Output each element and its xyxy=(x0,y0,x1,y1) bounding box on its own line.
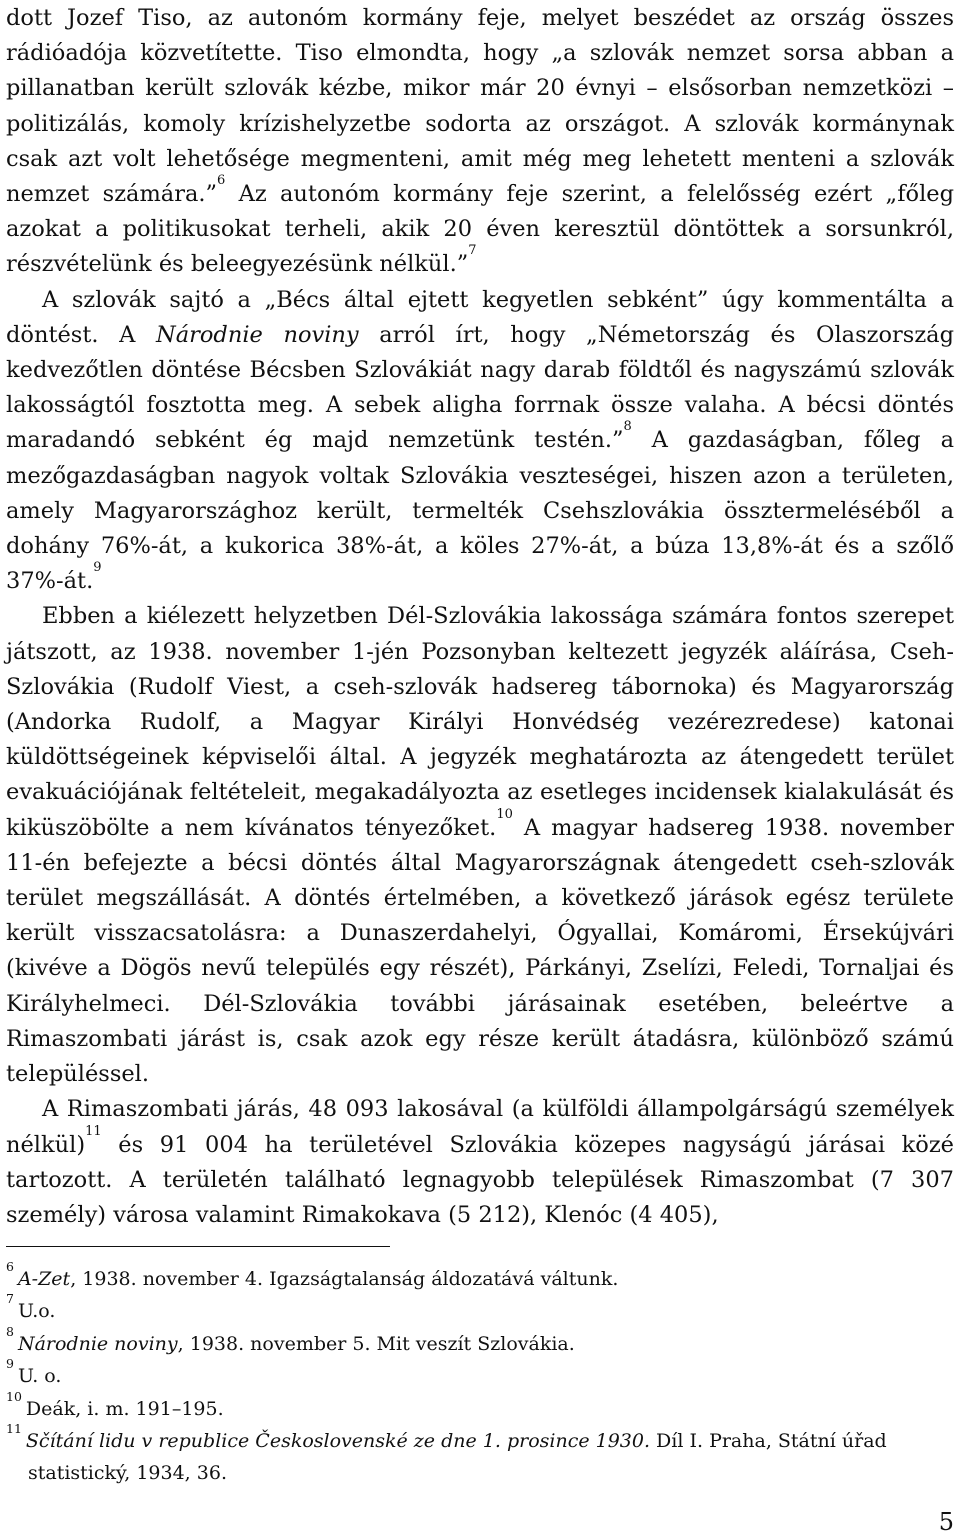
footnote-number: 11 xyxy=(6,1421,22,1437)
text-run: U.o. xyxy=(17,1300,56,1323)
text-run: A szlovák sajtó a „Bécs által ejtett kegyetlen sebként” úgy kommentálta a döntést. A xyxy=(6,286,954,348)
footnote-reference: 10 xyxy=(496,806,513,822)
footnote-reference: 8 xyxy=(623,419,632,435)
text-run: Díl I. Praha, Státní úřad statistický, 1934, 36. xyxy=(28,1430,887,1485)
text-run: A Rimaszombati járás, 48 093 lakosával (a külföldi állampolgárságú személyek nélkül) xyxy=(6,1096,954,1158)
footnote xyxy=(6,1323,954,1360)
text-run: Ebben a kiélezett helyzetben Dél-Szlovákia lakossága számára fontos szerepet játszott, az 1938. november 1-jén Pozsonyban keltezett jegyzék aláírása, Cseh-Szlovákia (Rudolf Viest, a cseh-szlovák hadsereg tábornoka) és Magyarország (Andorka Rudolf, a Magyar Királyi Honvédség vezérezredese) katonai küldöttségeinek képviselői által. A jegyzék meghatározta az átengedett terület evakuációjának feltételeit, megakadályozta az esetleges incidensek kialakulását és kiküszöbölte a nem kívánatos tényezőket. xyxy=(6,603,954,841)
footnotes xyxy=(6,1259,954,1490)
footnote-reference: 7 xyxy=(468,243,477,259)
footnote-reference: 6 xyxy=(217,173,226,189)
text-run: A magyar hadsereg 1938. november 11-én befejezte a bécsi döntés által Magyarországnak átengedett cseh-szlovák terület megszállását. A döntés értelmében, a következő járások egész területe került visszacsatolásra: a Dunaszerdahelyi, Ógyallai, Komáromi, Érsekújvári (kivéve a Dögös nevű település egy részét), Párkányi, Zselízi, Feledi, Tornaljai és Királyhelmeci. Dél-Szlovákia további járásainak esetében, beleértve a Rimaszombati járást is, csak azok egy része került átadásra, különböző számú településsel. xyxy=(6,814,954,1088)
footnote-separator xyxy=(6,1246,390,1247)
document-page xyxy=(6,0,955,1485)
footnote-number: 8 xyxy=(6,1323,14,1339)
footnote xyxy=(6,1421,954,1490)
text-run: , 1938. november 5. Mit veszít Szlovákia. xyxy=(177,1332,575,1355)
text-run: A gazdaságban, főleg a mezőgazdaságban nagyok voltak Szlovákia veszteségei, hiszen azon a területen, amely Magyarországhoz került, termelték Csehszlovákia össztermeléséből a dohány 76%-át, a kukorica 38%-át, a köles 27%-át, a búza 13,8%-át és a szőlő 37%-át. xyxy=(6,427,954,595)
footnote-number: 10 xyxy=(6,1388,22,1404)
italic-text: Národnie noviny xyxy=(156,321,359,348)
paragraph xyxy=(6,283,954,600)
body-text xyxy=(6,0,954,1233)
footnote-number: 6 xyxy=(6,1259,14,1274)
footnote xyxy=(6,1291,954,1327)
paragraph xyxy=(6,1,954,283)
footnote xyxy=(6,1356,954,1392)
italic-text: Sčítání lidu v republice Československé ze dne 1. prosince 1930. xyxy=(25,1430,651,1453)
footnote xyxy=(6,1259,954,1295)
text-run: Az autonóm kormány feje szerint, a felelősség ezért „főleg azokat a politikusokat terheli, akik 20 éven keresztül döntöttek a sorsunkról, részvételünk és beleegyezésünk nélkül.” xyxy=(6,181,954,278)
text-run: és 91 004 ha területével Szlovákia közepes nagyságú járásai közé tartozott. A területén található legnagyobb települések Rimaszombat (7 307 személy) városa valamint Rimakokava (5 212), Klenóc (4 405), xyxy=(6,1131,954,1228)
footnote-number: 9 xyxy=(6,1356,14,1372)
text-run: arról írt, hogy „Németország és Olaszország kedvezőtlen döntése Bécsben Szlovákiát nagy darab földtől és nagyszámú szlovák lakosságtól fosztotta meg. A sebek aligha forrnak össze valaha. A bécsi döntés maradandó sebként ég majd nemzetünk testén.” xyxy=(6,321,955,454)
italic-text: A-Zet xyxy=(17,1268,71,1290)
footnote-reference: 11 xyxy=(85,1123,102,1139)
footnote xyxy=(6,1388,954,1425)
italic-text: Národnie noviny xyxy=(17,1332,178,1355)
text-run: Deák, i. m. 191–195. xyxy=(25,1397,224,1420)
footnote-reference: 9 xyxy=(93,560,102,576)
paragraph xyxy=(6,1092,954,1233)
footnote-number: 7 xyxy=(6,1291,14,1307)
text-run: , 1938. november 4. Igazságtalanság áldozatává váltunk. xyxy=(70,1268,619,1290)
page-number: 5 xyxy=(938,1508,954,1536)
text-run: dott Jozef Tiso, az autonóm kormány feje, melyet beszédet az ország összes rádióadója közvetítette. Tiso elmondta, hogy „a szlovák nemzet sorsa abban a pillanatban került szlovák kézbe, mikor már 20 évnyi – elsősorban nemzetközi – politizálás, komoly krízishelyzetbe sodorta az országot. A szlovák kormánynak csak azt volt lehetősége megmenteni, amit még meg lehetett menteni a szlovák nemzet számára.” xyxy=(6,5,954,208)
paragraph xyxy=(6,599,954,1092)
text-run: U. o. xyxy=(17,1365,62,1388)
